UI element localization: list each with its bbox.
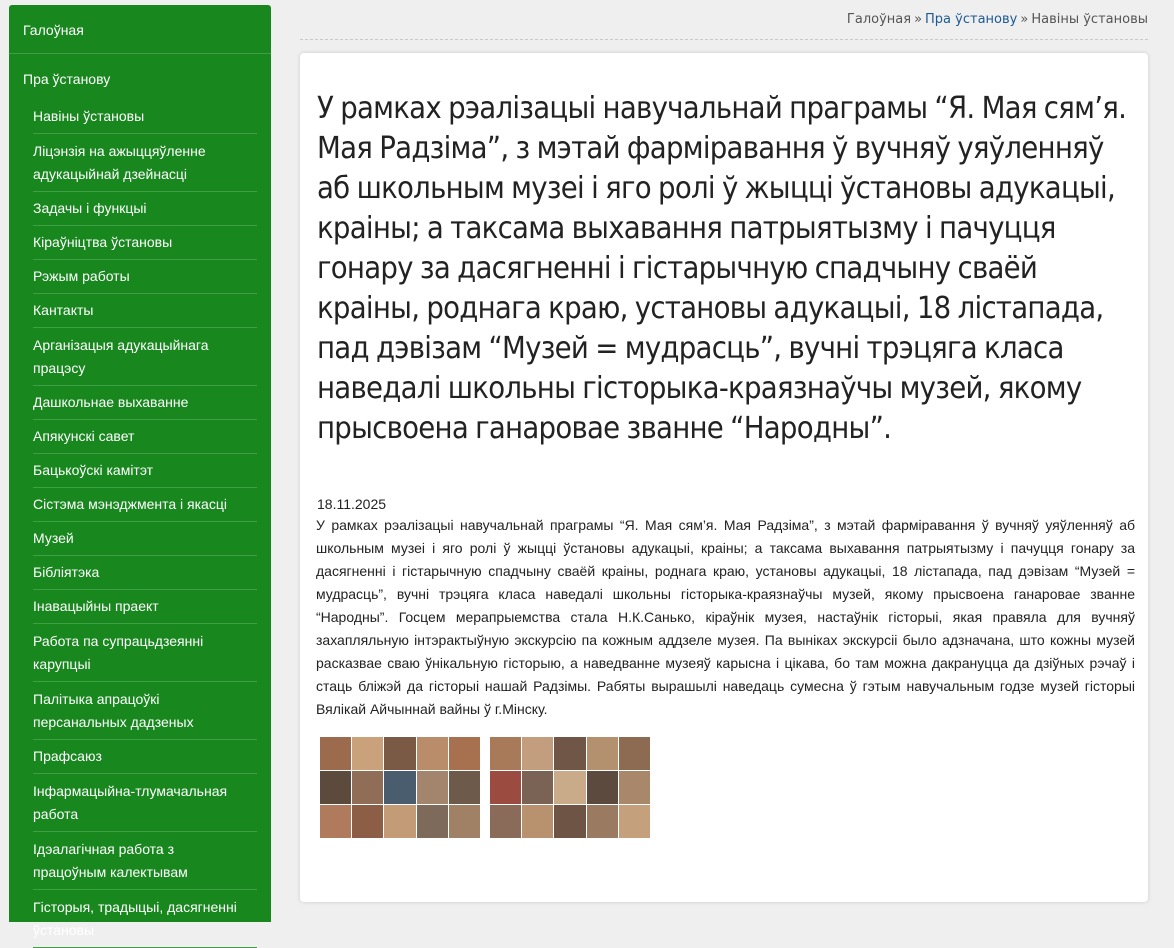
photo-collage-thumbnail[interactable] bbox=[490, 737, 650, 838]
sidebar-item-contacts[interactable]: Кантакты bbox=[33, 302, 94, 318]
sidebar-item-trustees[interactable]: Апякунскі савет bbox=[33, 428, 135, 444]
sidebar-item-license[interactable]: Ліцэнзія на ажыццяўленне адукацыйнай дзейнасці bbox=[33, 143, 206, 182]
sidebar-item bbox=[33, 294, 257, 328]
sidebar-item bbox=[33, 386, 257, 420]
sidebar-item-education-process[interactable]: Арганізацыя адукацыйнага працэсу bbox=[33, 337, 209, 376]
sidebar-item bbox=[33, 328, 257, 386]
sidebar-item bbox=[33, 590, 257, 624]
sidebar-item-anticorruption[interactable]: Работа па супрацьдзеянні карупцыі bbox=[33, 633, 204, 672]
article-title: У рамках рэалізацыі навучальнай праграмы “Я. Мая сям’я. Мая Радзіма”, з мэтай фарміравання ў вучняў уяўленняў аб школьным музеі і яго ролі ў жыцці ўстановы адукацыі, краіны; а таксама выхавання патрыятызму і пачуцця гонару за дасягненні і гістарычную спадчыну сваёй краіны, роднага краю, установы адукацыі, 18 лістапада, пад дэвізам “Музей = мудрасць”, вучні трэцяга класа наведалі школьны гісторыка-краязнаўчы музей, якому прысвоена ганаровае званне “Народны”. bbox=[317, 91, 1127, 446]
sidebar-item-tasks[interactable]: Задачы і функцыі bbox=[33, 200, 147, 216]
sidebar-nav bbox=[9, 5, 271, 938]
breadcrumb-current: Навіны ўстановы bbox=[1031, 12, 1148, 27]
sidebar-item bbox=[33, 890, 257, 948]
sidebar-submenu bbox=[9, 100, 271, 948]
sidebar-section-about[interactable]: Пра ўстанову bbox=[23, 71, 111, 87]
sidebar-home-link[interactable]: Галоўная bbox=[9, 5, 271, 54]
sidebar-item-schedule[interactable]: Рэжым работы bbox=[33, 268, 130, 284]
article-date: 18.11.2025 bbox=[317, 496, 387, 512]
sidebar-item-parents[interactable]: Бацькоўскі камітэт bbox=[33, 462, 154, 478]
sidebar-item bbox=[33, 832, 257, 890]
sidebar-item bbox=[33, 420, 257, 454]
sidebar-item-library[interactable]: Бібліятэка bbox=[33, 564, 100, 580]
sidebar-item bbox=[33, 624, 257, 682]
breadcrumb-parent[interactable]: Пра ўстанову bbox=[925, 12, 1018, 27]
breadcrumb bbox=[300, 0, 1148, 40]
photo-collage-thumbnail[interactable] bbox=[320, 737, 480, 838]
breadcrumb-separator: » bbox=[914, 12, 923, 27]
sidebar-item bbox=[33, 740, 257, 774]
sidebar-item-preschool[interactable]: Дашкольнае выхаванне bbox=[33, 394, 189, 410]
sidebar-item-history[interactable]: Гісторыя, традыцыі, дасягненні ўстановы bbox=[33, 899, 237, 938]
sidebar-item-management[interactable]: Кіраўніцтва ўстановы bbox=[33, 234, 173, 250]
sidebar-item-ideology[interactable]: Ідэалагічная работа з працоўным калектывам bbox=[33, 841, 188, 880]
sidebar-item bbox=[33, 522, 257, 556]
sidebar-item bbox=[33, 260, 257, 294]
sidebar-item-news[interactable]: Навіны ўстановы bbox=[33, 108, 145, 124]
sidebar-item bbox=[33, 134, 257, 192]
sidebar-item bbox=[33, 192, 257, 226]
sidebar-item-innovation[interactable]: Інавацыйны праект bbox=[33, 598, 159, 614]
article-body: У рамках рэалізацыі навучальнай праграмы “Я. Мая сям’я. Мая Радзіма”, з мэтай фарміравання ў вучняў уяўленняў аб школьным музеі і яго ролі ў жыцці ўстановы адукацыі, краіны; а таксама выхавання патрыятызму і пачуцця гонару за дасягненні і гістарычную спадчыну сваёй краіны, роднага краю, установы адукацыі, 18 лістапада, пад дэвізам “Музей = мудрасць”, вучні трэцяга класа наведалі школьны гісторыка-краязнаўчы музей, якому прысвоена ганаровае званне “Народны”. Госцем мерапрыемства стала Н.К.Санько, кіраўнік музея, настаўнік гісторыі, якая правяла для вучняў захапляльную інтэрактыўную экскурсію па кожным аддзеле музея. Па выніках экскурсіі было адзначана, што кожны музей расказвае сваю ўнікальную гісторыю, а наведванне музеяў карысна і цікава, бо там можна дакрануцца да дзіўных рэчаў і стаць бліжэй да гісторыі нашай Радзімы. Рабяты вырашылі наведаць сумесна ў гэтым навучальным годзе музей гісторыі Вялікай Айчыннай вайны ў г.Мінску. bbox=[316, 517, 1135, 717]
sidebar-item bbox=[33, 226, 257, 260]
sidebar-item bbox=[33, 488, 257, 522]
sidebar-item bbox=[33, 774, 257, 832]
sidebar-item-museum[interactable]: Музей bbox=[33, 530, 74, 546]
article-card bbox=[300, 53, 1148, 902]
sidebar-item-union[interactable]: Прафсаюз bbox=[33, 748, 102, 764]
sidebar-item bbox=[33, 556, 257, 590]
sidebar-item bbox=[33, 100, 257, 134]
breadcrumb-separator: » bbox=[1020, 12, 1029, 27]
sidebar-item bbox=[33, 454, 257, 488]
breadcrumb-home[interactable]: Галоўная bbox=[846, 12, 912, 27]
sidebar-item bbox=[33, 682, 257, 740]
sidebar-item-quality[interactable]: Сістэма мэнэджмента і якасці bbox=[33, 496, 227, 512]
sidebar-item-info-work[interactable]: Інфармацыйна-тлумачальная работа bbox=[33, 783, 228, 822]
sidebar-item-privacy[interactable]: Палітыка апрацоўкі персанальных дадзеных bbox=[33, 691, 194, 730]
